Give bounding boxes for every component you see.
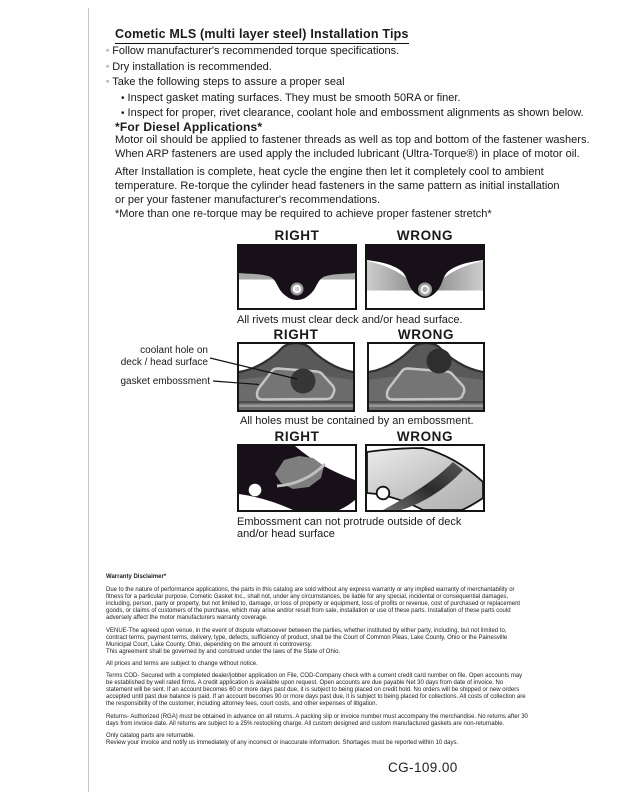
diagram-caption: All holes must be contained by an embossment. [240,415,474,427]
disclaimer-paragraph: Terms COD- Secured with a completed dealer/jobber application on File, COD-Company check with a current credit card number on file. Open accounts may be established by well rated firms. A credit application is available upon request. Open accounts are due payable Net 30 days from date of invoice. No statement will be sent. If an account becomes 60 or more days past due, it is subject to being placed on credit hold. No orders will be shipped or new orders accepted until past due balance is paid. If an account becomes 90 or more days past due, it is subject to being placed for collections. All costs of collection are the responsibility of the customer, including attorney fees, court costs, and other expenses of litigation. [106,673,526,708]
disclaimer-paragraph: Review your invoice and notify us immediately of any incorrect or inaccurate information. Shortages must be reported within 10 days. [106,739,459,746]
wrong-label: WRONG [397,327,455,342]
diesel-paragraph-line: Motor oil should be applied to fastener threads as well as top and bottom of the fastener washers. [115,134,590,146]
embossment-right-illustration [239,344,353,410]
embossment-right-image [237,342,355,412]
diesel-section-heading: *For Diesel Applications* [115,120,263,134]
protrusion-right-image [237,444,357,512]
gasket-embossment-callout: gasket embossment [120,376,210,387]
diagram-caption: All rivets must clear deck and/or head surface. [237,314,463,326]
disclaimer-paragraph: All prices and terms are subject to change without notice. [106,660,258,667]
tip-item [106,61,272,73]
warranty-disclaimer [106,574,528,752]
sub-tip-item [121,92,461,104]
page-code: CG-109.00 [388,760,458,775]
sub-tip-item [121,107,584,119]
disclaimer-paragraph: This agreement shall be governed by and construed under the laws of the State of Ohio. [106,648,341,655]
page-title: Cometic MLS (multi layer steel) Installation Tips [115,27,409,44]
disclaimer-paragraph: Returns- Authorized (RGA) must be obtained in advance on all returns. A packing slip or invoice number must accompany the merchandise. No returns after 30 days from invoice date. All returns are subject to a 25% restocking charge. All custom designed and custom manufactured gaskets are non-returnable. [106,713,528,727]
protrusion-wrong-image [365,444,485,512]
callout-line: deck / head surface [120,356,208,368]
circle-bullet-icon: ◦ [106,45,110,55]
right-label: RIGHT [274,429,320,444]
disclaimer-paragraph: VENUE-The agreed upon venue, in the event of dispute whatsoever between the parties, whether instituted by either party, including, but not limited to, contract terms, payment terms, delivery, type, defects, sufficiency of product, shall be the Court of Common Pleas, Lake County, Ohio or the Painesville Municipal Court, Lake County, Ohio, depending on the amount in controversy. [106,627,508,648]
tip-text: Dry installation is recommended. [112,60,272,73]
diesel-paragraph-line: temperature. Re-torque the cylinder head fasteners in the same pattern as initial installation [115,180,560,192]
callout-line: coolant hole on [140,345,208,356]
disclaimer-paragraph: Only catalog parts are returnable. [106,732,196,739]
diesel-paragraph-line: When ARP fasteners are used apply the included lubricant (Ultra-Torque®) in place of motor oil. [115,148,580,160]
wrong-label: WRONG [396,429,454,444]
diesel-paragraph-line: or per your fastener manufacturer's recommendations. [115,194,380,206]
tip-item [106,45,399,57]
diagram-caption-line: and/or head surface [237,528,335,540]
dot-bullet-icon: • [121,92,125,104]
wrong-label: WRONG [396,228,454,243]
coolant-hole-callout [112,345,208,368]
sub-tip-text: Inspect gasket mating surfaces. They must be smooth 50RA or finer. [127,91,461,104]
disclaimer-paragraph: Due to the nature of performance applications, the parts in this catalog are sold without any express warranty or any implied warranty of merchantability or fitness for a particular purpose. Cometic Gasket Inc., shall not, under any circumstances, be liable for any special, incidental or consequential damages, including, person, party or property, but not limited to, damage, or loss of property or equipment, loss of profits or revenue, cost of purchased or replacement goods, or claims of customers of the purchase, which may arise and/or result from sale, installation or use of these parts. Installation of these parts could adversely affect the motor manufacturers warranty coverage. [106,587,521,622]
embossment-wrong-image [367,342,485,412]
circle-bullet-icon: ◦ [106,60,110,71]
protrusion-wrong-illustration [367,446,483,510]
sub-tip-text: Inspect for proper, rivet clearance, coolant hole and embossment alignments as shown below. [127,107,584,119]
rivet-right-illustration [239,246,355,308]
diesel-paragraph-line: After Installation is complete, heat cycle the engine then let it completely cool to ambient [115,166,544,178]
circle-bullet-icon: ◦ [106,76,110,86]
rivet-right-image [237,244,357,310]
protrusion-right-illustration [239,446,355,510]
dot-bullet-icon: • [121,108,125,119]
page-edge-line [88,8,89,792]
tip-text: Take the following steps to assure a proper seal [112,76,345,88]
tip-text: Follow manufacturer's recommended torque specifications. [112,45,400,57]
retorque-note: *More than one re-torque may be required to achieve proper fastener stretch* [115,207,492,220]
right-label: RIGHT [274,228,320,243]
right-label: RIGHT [273,327,319,342]
embossment-wrong-illustration [369,344,483,410]
diagram-caption-line: Embossment can not protrude outside of deck [237,516,462,528]
rivet-wrong-image [365,244,485,310]
disclaimer-heading: Warranty Disclaimer* [106,574,167,580]
tip-item [106,76,345,88]
rivet-wrong-illustration [367,246,483,308]
